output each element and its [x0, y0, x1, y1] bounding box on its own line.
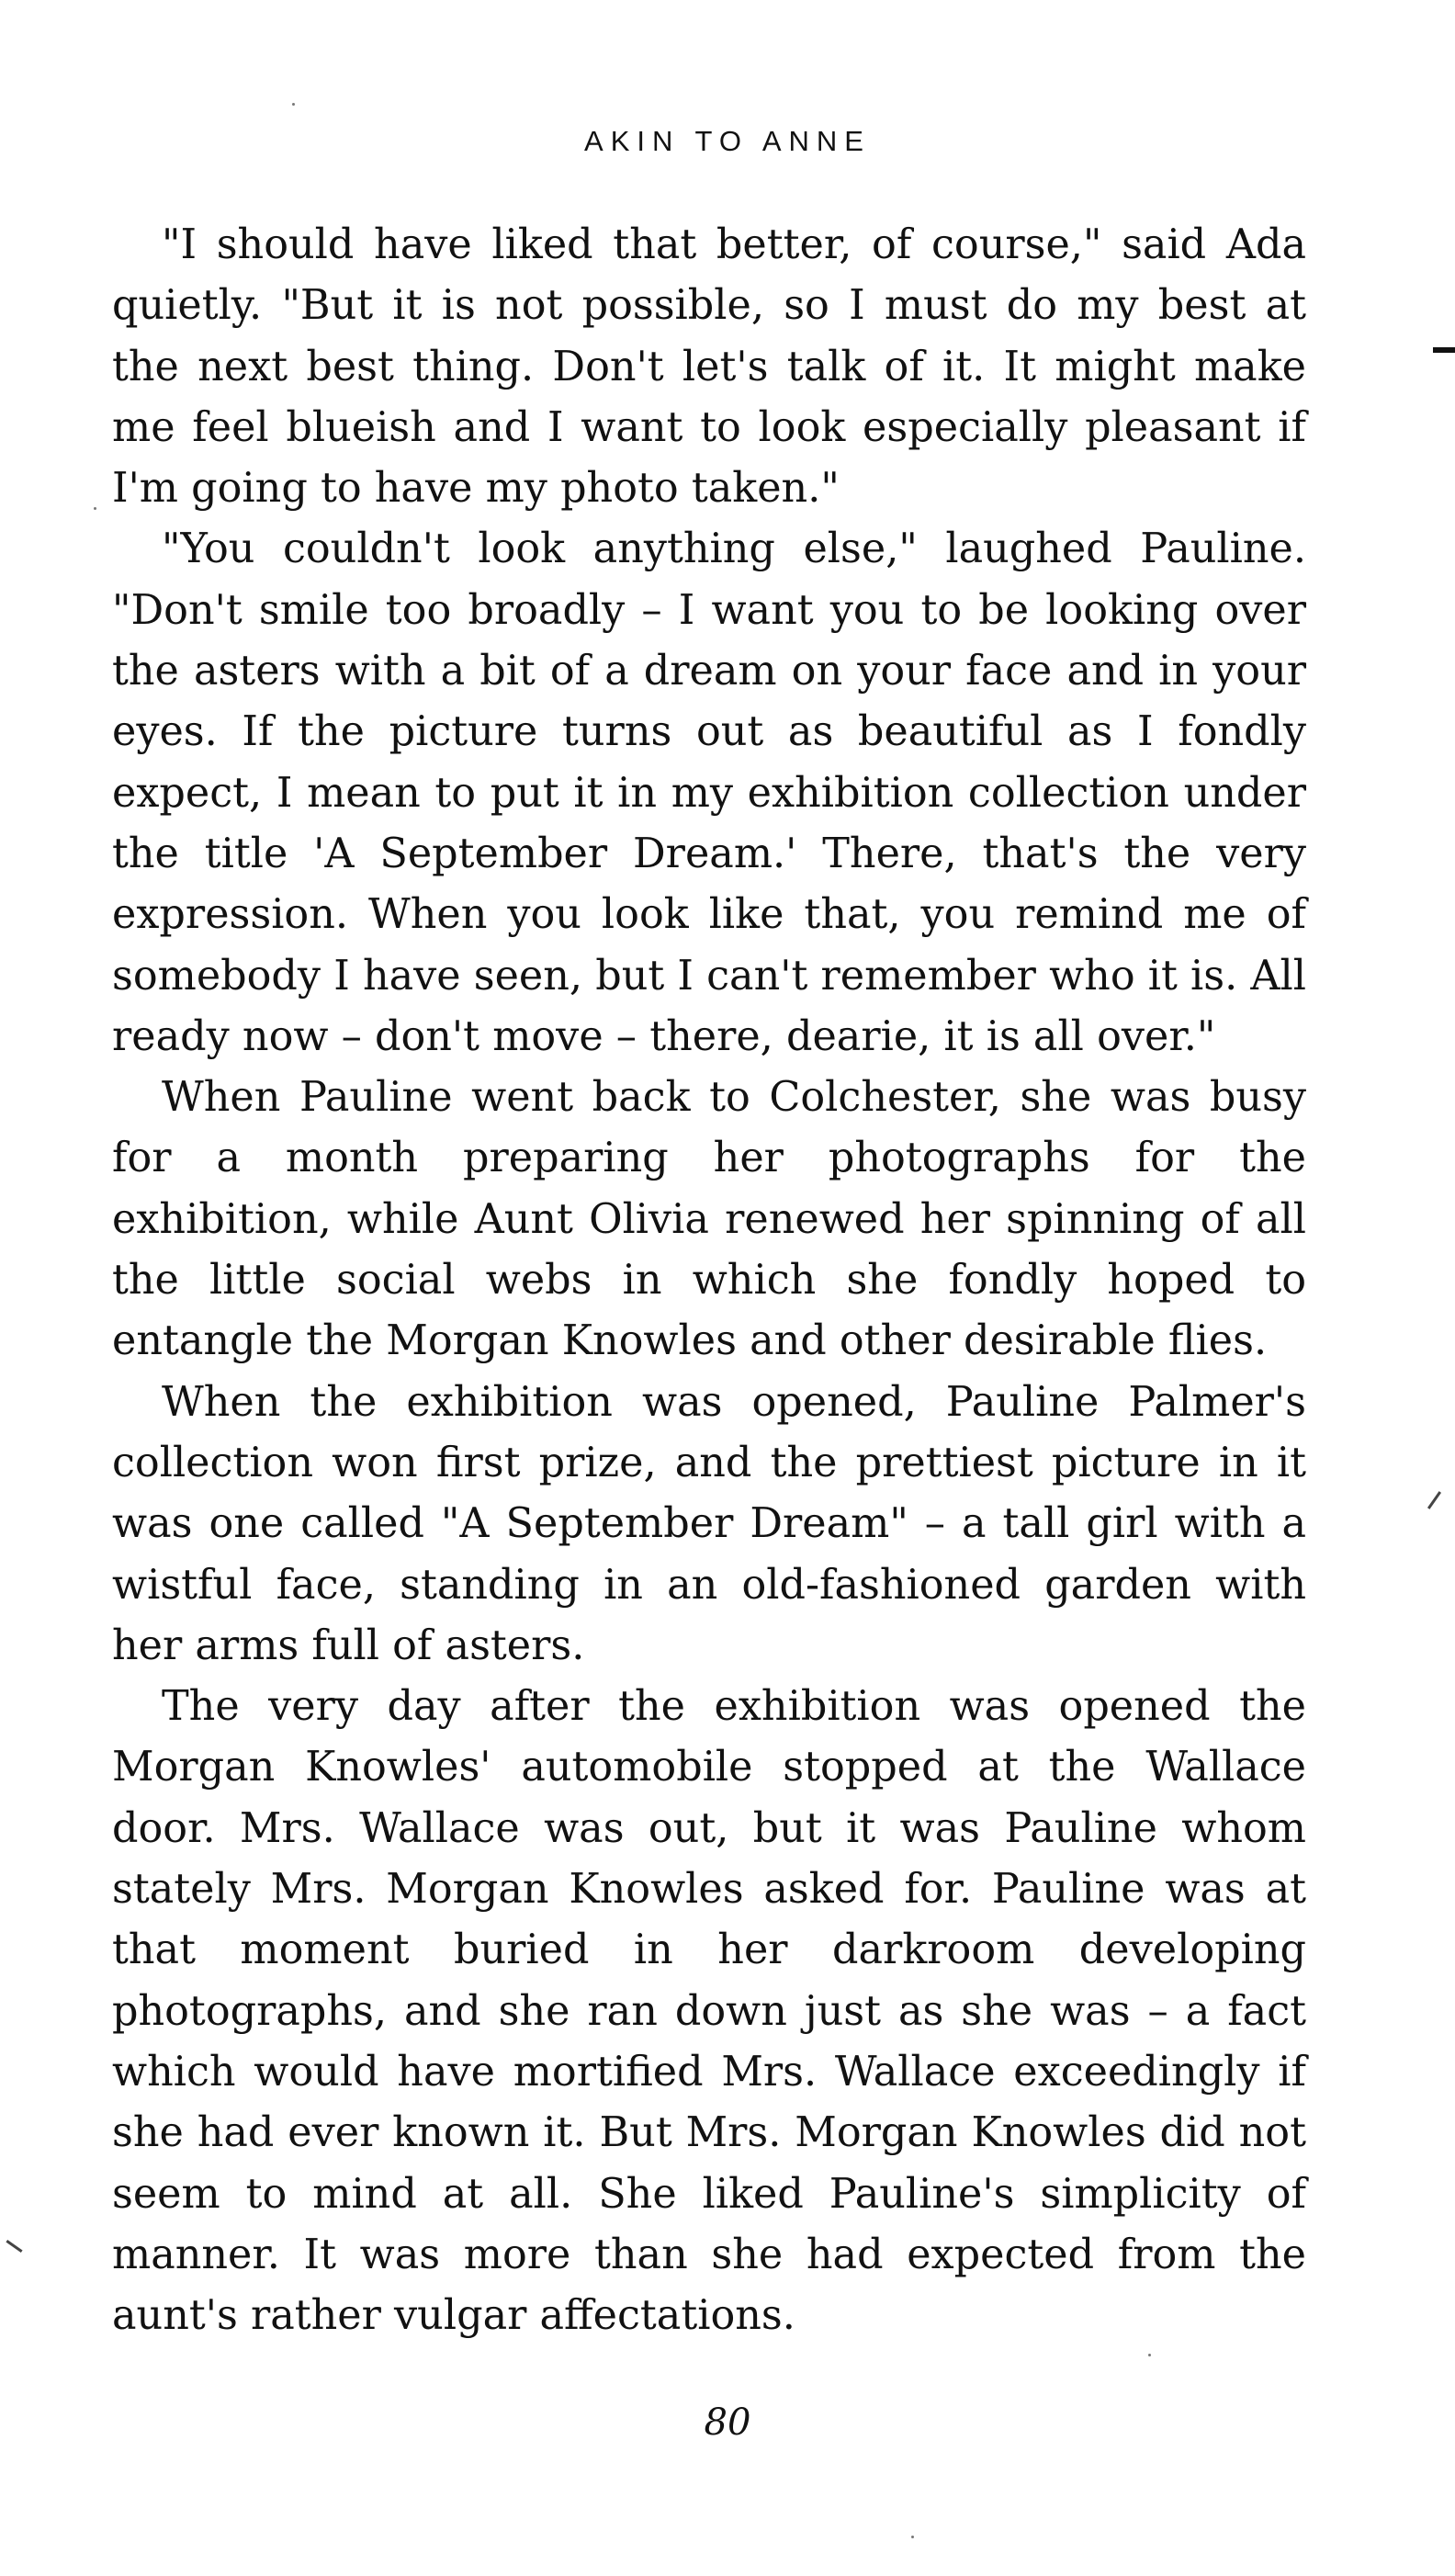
scan-speck: [94, 507, 96, 510]
paragraph-1: "I should have liked that better, of course," said Ada quietly. "But it is not possible, so I must do my best at the next best thing. Don't let's talk of it. It might make me feel blueish and I want to look especially pleasant if I'm going to have my photo taken.": [112, 221, 1306, 513]
page-number: 80: [704, 2401, 751, 2444]
margin-tick-mark-right: [1427, 1491, 1441, 1509]
paragraph-5: The very day after the exhibition was opened the Morgan Knowles' automobile stopped at the Wallace door. Mrs. Wallace was out, but it was Pauline whom stately Mrs. Morgan Knowles asked for. Pauline was at that moment buried in her darkroom developing photographs, and she ran down just as she was – a fact which would have mortified Mrs. Wallace exceedingly if she had ever known it. But Mrs. Morgan Knowles did not seem to mind at all. She liked Pauline's simplicity of manner. It was more than she had expected from the aunt's rather vulgar affectations.: [112, 1683, 1306, 2340]
margin-tick-mark-left: [6, 2240, 22, 2253]
paragraph-4: When the exhibition was opened, Pauline Palmer's collection won first prize, and the prettiest picture in it was one called "A September Dream" – a tall girl with a wistful face, standing in an old-fashioned garden with her arms full of asters.: [112, 1378, 1306, 1669]
scan-speck: [911, 2536, 914, 2538]
scan-speck: [1148, 2354, 1151, 2356]
paragraph-3: When Pauline went back to Colchester, she was busy for a month preparing her photographs for the exhibition, while Aunt Olivia renewed her spinning of all the little social webs in which she fondly hoped to entangle the Morgan Knowles and other desirable flies.: [112, 1074, 1306, 1365]
scan-speck: [292, 103, 295, 106]
margin-dash-mark: [1433, 347, 1455, 353]
body-text: [112, 215, 1306, 2346]
running-head: AKIN TO ANNE: [584, 125, 871, 157]
paragraph-2: "You couldn't look anything else," laughed Pauline. "Don't smile too broadly – I want you to be looking over the asters with a bit of a dream on your face and in your eyes. If the picture turns out as beautiful as I fondly expect, I mean to put it in my exhibition collection under the title 'A September Dream.' There, that's the very expression. When you look like that, you remind me of somebody I have seen, but I can't remember who it is. All ready now – don't move – there, dearie, it is all over.": [112, 525, 1306, 1060]
